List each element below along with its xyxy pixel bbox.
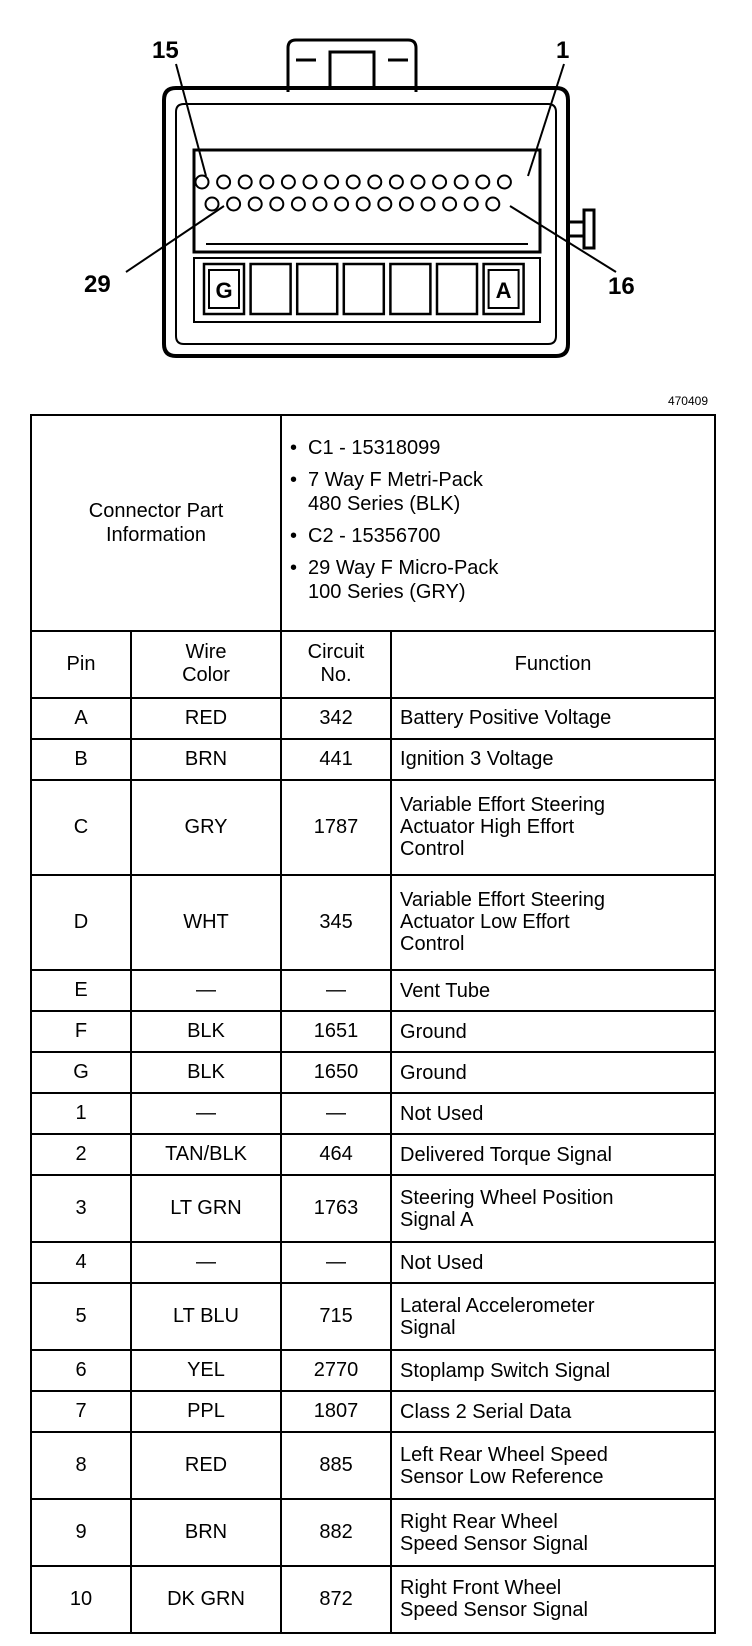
table-row (31, 698, 715, 739)
pin-hole (422, 198, 435, 211)
connector-info-line: 100 Series (GRY) (308, 580, 466, 603)
cell-circuit-no: 1763 (281, 1175, 391, 1242)
function-line: Steering Wheel Position (400, 1186, 614, 1209)
cell-pin: E (31, 970, 131, 1011)
pin-hole (476, 176, 489, 189)
header-circuit-line: Circuit (307, 641, 365, 664)
cell-pin: 5 (31, 1283, 131, 1350)
cell-wire-color: — (131, 1242, 281, 1283)
cell-wire-color: RED (131, 1432, 281, 1499)
connector-table-body (31, 415, 715, 1633)
pin-label-16: 16 (608, 273, 635, 300)
table-row (31, 1499, 715, 1566)
cell-wire-color: BLK (131, 1052, 281, 1093)
header-wire-line: Color (182, 664, 230, 687)
table-row (31, 1283, 715, 1350)
bullet-icon: • (290, 556, 298, 579)
header-wire-color (131, 631, 281, 698)
table-row (31, 1134, 715, 1175)
connector-side-tab (568, 210, 594, 248)
table-row (31, 1242, 715, 1283)
cell-circuit-no: 464 (281, 1134, 391, 1175)
cell-function (391, 1093, 715, 1134)
connector-info-line: C1 - 15318099 (308, 436, 441, 459)
function-line: Right Front Wheel (400, 1577, 562, 1600)
connector-info-line: 480 Series (BLK) (308, 492, 461, 515)
cell-circuit-no: 1651 (281, 1011, 391, 1052)
function-line: Lateral Accelerometer (400, 1294, 595, 1317)
function-line: Ground (400, 1061, 467, 1084)
cell-function (391, 1134, 715, 1175)
header-circuit-no (281, 631, 391, 698)
cell-function (391, 1283, 715, 1350)
pin-hole (498, 176, 511, 189)
cell-wire-color: WHT (131, 875, 281, 970)
pin-hole (196, 176, 209, 189)
function-line: Battery Positive Voltage (400, 707, 612, 730)
function-line: Right Rear Wheel (400, 1510, 558, 1533)
cell-wire-color: BRN (131, 1499, 281, 1566)
cell-function (391, 739, 715, 780)
function-line: Delivered Torque Signal (400, 1143, 612, 1166)
cell-wire-color: TAN/BLK (131, 1134, 281, 1175)
pin-label-15: 15 (152, 37, 179, 64)
cell-function (391, 1432, 715, 1499)
cavity-label-a: A (495, 278, 512, 303)
pin-hole (270, 198, 283, 211)
cell-circuit-no: — (281, 1093, 391, 1134)
connector-info-list (281, 415, 715, 631)
cell-circuit-no: 1650 (281, 1052, 391, 1093)
cell-wire-color: BLK (131, 1011, 281, 1052)
header-circuit-line: No. (320, 664, 352, 687)
table-row (31, 1350, 715, 1391)
table-row (31, 780, 715, 875)
cell-wire-color: YEL (131, 1350, 281, 1391)
cell-wire-color: RED (131, 698, 281, 739)
function-line: Not Used (400, 1251, 484, 1274)
cell-pin: 6 (31, 1350, 131, 1391)
cavity (297, 264, 337, 314)
function-line: Class 2 Serial Data (400, 1400, 572, 1423)
cell-pin: B (31, 739, 131, 780)
cell-function (391, 1566, 715, 1633)
cell-pin: 1 (31, 1093, 131, 1134)
connector-info-text (308, 468, 706, 516)
bullet-icon: • (290, 436, 298, 459)
cell-circuit-no: 345 (281, 875, 391, 970)
cell-wire-color: LT BLU (131, 1283, 281, 1350)
connector-info-row (31, 415, 715, 631)
cell-circuit-no: — (281, 1242, 391, 1283)
cell-circuit-no: — (281, 970, 391, 1011)
table-row (31, 1011, 715, 1052)
pin-hole (260, 176, 273, 189)
pin-hole (206, 198, 219, 211)
function-line: Variable Effort Steering (400, 794, 605, 817)
cell-circuit-no: 441 (281, 739, 391, 780)
pin-hole (357, 198, 370, 211)
cavity (251, 264, 291, 314)
table-row (31, 1566, 715, 1633)
cavity (344, 264, 384, 314)
function-line: Control (400, 838, 465, 861)
cell-pin: G (31, 1052, 131, 1093)
info-label-line: Information (105, 523, 207, 546)
cell-pin: 10 (31, 1566, 131, 1633)
cell-circuit-no: 2770 (281, 1350, 391, 1391)
cell-function (391, 1052, 715, 1093)
pin-hole (433, 176, 446, 189)
connector-table (30, 414, 716, 1634)
pin-hole (249, 198, 262, 211)
cell-wire-color: BRN (131, 739, 281, 780)
function-line: Stoplamp Switch Signal (400, 1359, 611, 1382)
pin-hole (335, 198, 348, 211)
table-row (31, 739, 715, 780)
function-line: Signal (400, 1316, 456, 1339)
pin-holes (196, 176, 511, 211)
cell-function (391, 970, 715, 1011)
pin-hole (282, 176, 295, 189)
cell-wire-color: GRY (131, 780, 281, 875)
cell-function (391, 780, 715, 875)
cell-pin: 3 (31, 1175, 131, 1242)
pin-hole (390, 176, 403, 189)
function-line: Actuator Low Effort (400, 911, 570, 934)
connector-info-item (290, 436, 706, 460)
connector-diagram (0, 0, 752, 390)
pin-hole (217, 176, 230, 189)
pin-hole (347, 176, 360, 189)
cell-circuit-no: 715 (281, 1283, 391, 1350)
pin-hole (314, 198, 327, 211)
cavity (390, 264, 430, 314)
pin-hole (486, 198, 499, 211)
table-row (31, 1175, 715, 1242)
bullet-icon: • (290, 524, 298, 547)
connector-info-text (308, 436, 706, 460)
table-row (31, 1052, 715, 1093)
pin-hole (443, 198, 456, 211)
connector-info-text (308, 524, 706, 548)
cell-circuit-no: 872 (281, 1566, 391, 1633)
connector-latch (288, 40, 416, 92)
cell-wire-color: — (131, 970, 281, 1011)
pin-hole (455, 176, 468, 189)
function-line: Signal A (400, 1208, 474, 1231)
function-line: Speed Sensor Signal (400, 1599, 588, 1622)
function-line: Ignition 3 Voltage (400, 748, 554, 771)
pin-hole (465, 198, 478, 211)
pin-hole (304, 176, 317, 189)
cell-circuit-no: 885 (281, 1432, 391, 1499)
table-row (31, 875, 715, 970)
cell-wire-color: LT GRN (131, 1175, 281, 1242)
figure-id: 470409 (667, 394, 708, 408)
cell-pin: 7 (31, 1391, 131, 1432)
cell-circuit-no: 1807 (281, 1391, 391, 1432)
table-row (31, 1391, 715, 1432)
cell-function (391, 698, 715, 739)
function-line: Not Used (400, 1102, 484, 1125)
connector-info-line: 29 Way F Micro-Pack (308, 556, 499, 579)
cell-pin: 8 (31, 1432, 131, 1499)
cavity (437, 264, 477, 314)
cell-wire-color: — (131, 1093, 281, 1134)
cell-pin: D (31, 875, 131, 970)
header-pin: Pin (31, 631, 131, 698)
pin-hole (368, 176, 381, 189)
pin-hole (400, 198, 413, 211)
function-line: Vent Tube (400, 979, 491, 1002)
cavity-row (204, 264, 524, 314)
connector-info-item (290, 468, 706, 516)
cavity-label-g: G (215, 278, 233, 303)
cell-pin: 4 (31, 1242, 131, 1283)
cell-circuit-no: 342 (281, 698, 391, 739)
pin-hole (325, 176, 338, 189)
function-line: Left Rear Wheel Speed (400, 1443, 608, 1466)
connector-body (164, 88, 568, 356)
info-label-line: Connector Part (88, 499, 224, 522)
cell-pin: 9 (31, 1499, 131, 1566)
pin-label-29: 29 (84, 271, 111, 298)
function-line: Speed Sensor Signal (400, 1532, 588, 1555)
pin-hole (378, 198, 391, 211)
pin-hole (412, 176, 425, 189)
cell-circuit-no: 882 (281, 1499, 391, 1566)
connector-info-line: C2 - 15356700 (308, 524, 441, 547)
connector-info-item (290, 524, 706, 548)
function-line: Ground (400, 1020, 467, 1043)
cell-pin: C (31, 780, 131, 875)
cell-function (391, 1242, 715, 1283)
cell-wire-color: PPL (131, 1391, 281, 1432)
cell-pin: 2 (31, 1134, 131, 1175)
leader-lines (126, 64, 616, 272)
pin-hole (227, 198, 240, 211)
table-header-row (31, 631, 715, 698)
cell-function (391, 1499, 715, 1566)
function-line: Control (400, 933, 465, 956)
connector-info-text (308, 556, 706, 604)
bullet-icon: • (290, 468, 298, 491)
connector-info-label (31, 415, 281, 631)
cell-function (391, 1175, 715, 1242)
table-row (31, 970, 715, 1011)
pin-hole (239, 176, 252, 189)
function-line: Actuator High Effort (400, 816, 575, 839)
cell-circuit-no: 1787 (281, 780, 391, 875)
table-row (31, 1432, 715, 1499)
header-wire-line: Wire (185, 641, 227, 664)
table-row (31, 1093, 715, 1134)
connector-info-line: 7 Way F Metri-Pack (308, 468, 483, 491)
cell-function (391, 1011, 715, 1052)
cell-function (391, 1391, 715, 1432)
connector-info-item (290, 556, 706, 604)
header-function: Function (391, 631, 715, 698)
cell-function (391, 875, 715, 970)
cell-wire-color: DK GRN (131, 1566, 281, 1633)
cell-function (391, 1350, 715, 1391)
cell-pin: F (31, 1011, 131, 1052)
function-line: Sensor Low Reference (400, 1465, 604, 1488)
function-line: Variable Effort Steering (400, 889, 605, 912)
pin-hole (292, 198, 305, 211)
pin-label-1: 1 (556, 37, 570, 64)
cell-pin: A (31, 698, 131, 739)
